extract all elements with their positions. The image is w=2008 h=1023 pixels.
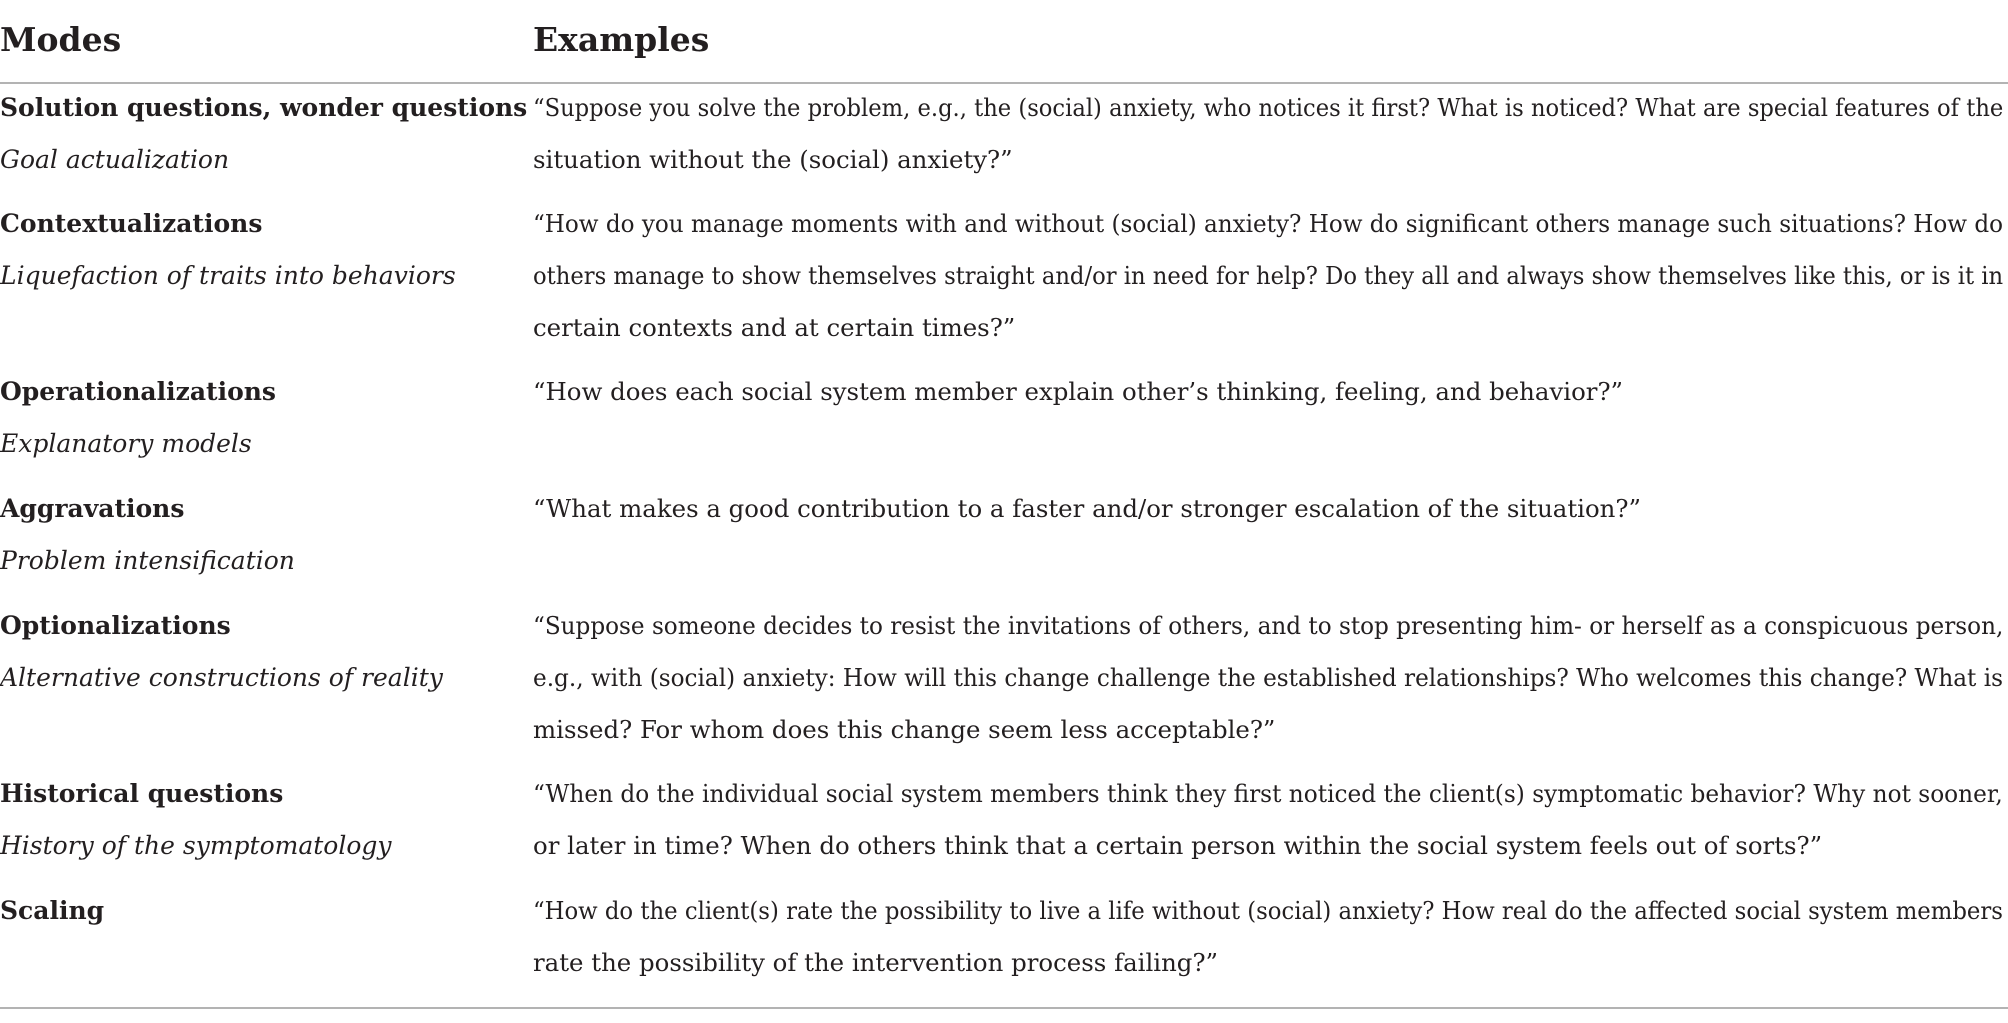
example-line: “How do you manage moments with and without (social) anxiety? How do significant others manage such situations? How do [533,209,2004,238]
mode-cell [0,366,520,470]
example-line: “How do the client(s) rate the possibility to live a life without (social) anxiety? How real do the affected social system members [533,896,2003,925]
example-cell [533,82,2008,186]
header-examples: Examples [533,20,710,59]
mode-cell [0,483,520,587]
example-line: situation without the (social) anxiety?” [533,145,1013,174]
example-cell [533,198,2008,354]
mode-name: Aggravations [0,494,185,523]
example-line: certain contexts and at certain times?” [533,313,1016,342]
example-cell [533,366,2008,418]
mode-description: Goal actualization [0,145,230,174]
example-cell [533,483,2008,535]
example-cell [533,600,2008,756]
mode-description: Liquefaction of traits into behaviors [0,261,456,290]
example-line: others manage to show themselves straight and/or in need for help? Do they all and always show themselves like this, or is it in [533,261,2004,290]
table-bottom-rule [0,1007,2008,1009]
example-cell [533,768,2008,872]
mode-description: Alternative constructions of reality [0,663,443,692]
mode-cell [0,198,520,302]
mode-description: Explanatory models [0,429,252,458]
mode-description: Problem intensification [0,546,295,575]
example-line: “When do the individual social system members think they first noticed the client(s) symptomatic behavior? Why not sooner, [533,779,2003,808]
mode-name: Historical questions [0,779,284,808]
mode-cell [0,768,520,872]
example-cell [533,885,2008,989]
mode-cell [0,82,528,186]
example-line: “What makes a good contribution to a faster and/or stronger escalation of the situation?” [533,494,1641,523]
example-line: or later in time? When do others think that a certain person within the social system feels out of sorts?” [533,831,1823,860]
mode-name: Operationalizations [0,377,276,406]
example-line: “Suppose someone decides to resist the invitations of others, and to stop presenting him- or herself as a conspicuous person, [533,611,2004,640]
example-line: missed? For whom does this change seem less acceptable?” [533,715,1276,744]
mode-name: Contextualizations [0,209,263,238]
mode-name: Scaling [0,896,105,925]
example-line: “How does each social system member explain other’s thinking, feeling, and behavior?” [533,377,1624,406]
example-line: “Suppose you solve the problem, e.g., the (social) anxiety, who notices it first? What is noticed? What are special features of the [533,93,2004,122]
header-modes: Modes [0,20,122,59]
mode-name: Optionalizations [0,611,231,640]
table-header [0,0,2008,84]
example-line: rate the possibility of the intervention process failing?” [533,948,1219,977]
mode-cell [0,885,520,937]
mode-cell [0,600,520,704]
mode-description: History of the symptomatology [0,831,392,860]
example-line: e.g., with (social) anxiety: How will this change challenge the established relationships? Who welcomes this change? What is [533,663,2003,692]
mode-name: Solution questions, wonder questions [0,93,528,122]
